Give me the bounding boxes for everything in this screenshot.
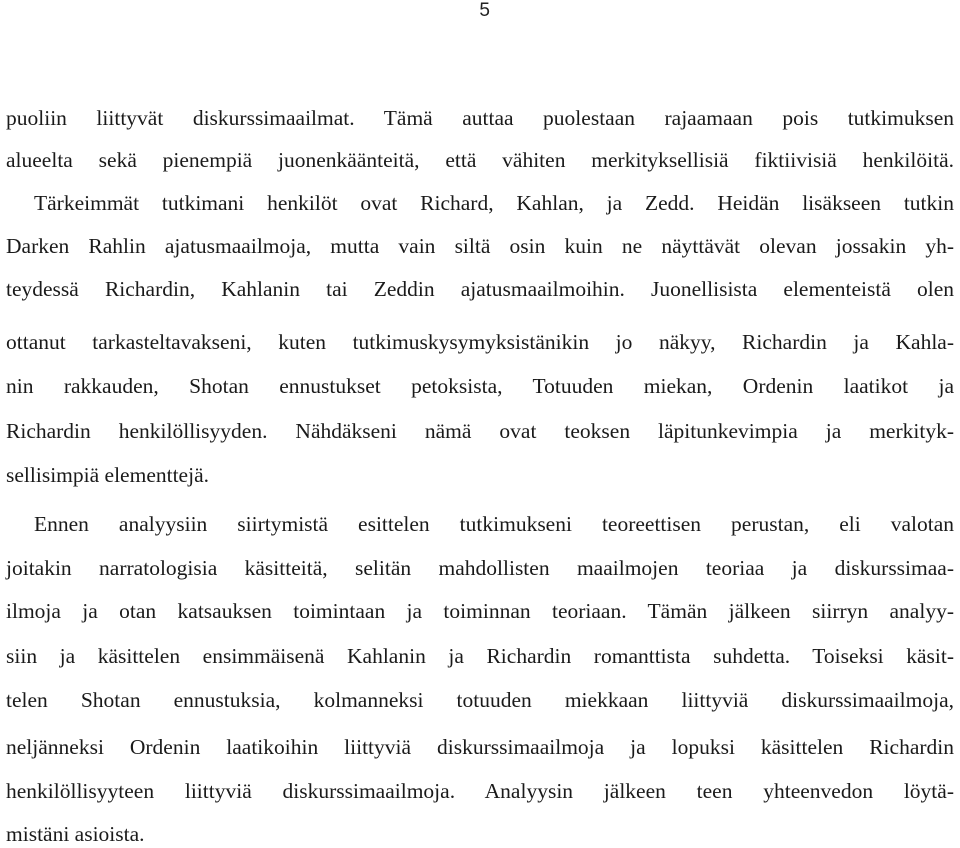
text-line: teydessä Richardin, Kahlanin tai Zeddin ajatusmaailmoihin. Juonellisista elementeistä olen: [6, 277, 954, 301]
text-line: Richardin henkilöllisyyden. Nähdäkseni nämä ovat teoksen läpitunkevimpia ja merkityk-: [6, 419, 954, 443]
text-line: Tärkeimmät tutkimani henkilöt ovat Richard, Kahlan, ja Zedd. Heidän lisäkseen tutkin: [34, 191, 954, 215]
text-line: joitakin narratologisia käsitteitä, selitän mahdollisten maailmojen teoriaa ja diskurssimaa-: [6, 556, 954, 580]
text-line: ilmoja ja otan katsauksen toimintaan ja toiminnan teoriaan. Tämän jälkeen siirryn analyy-: [6, 599, 954, 623]
text-line: Darken Rahlin ajatusmaailmoja, mutta vain siltä osin kuin ne näyttävät olevan jossakin yh-: [6, 234, 954, 258]
text-line: mistäni asioista.: [6, 822, 145, 846]
text-line: telen Shotan ennustuksia, kolmanneksi totuuden miekkaan liittyviä diskurssimaailmoja,: [6, 688, 954, 712]
text-line: sellisimpiä elementtejä.: [6, 463, 209, 487]
text-line: puoliin liittyvät diskurssimaailmat. Tämä auttaa puolestaan rajaamaan pois tutkimuksen: [6, 106, 954, 130]
text-line: ottanut tarkasteltavakseni, kuten tutkimuskysymyksistänikin jo näkyy, Richardin ja Kahla-: [6, 330, 954, 354]
page-number: 5: [479, 0, 490, 21]
text-line: neljänneksi Ordenin laatikoihin liittyviä diskurssimaailmoja ja lopuksi käsittelen Richardin: [6, 735, 954, 759]
text-line: Ennen analyysiin siirtymistä esittelen tutkimukseni teoreettisen perustan, eli valotan: [34, 512, 954, 536]
text-line: nin rakkauden, Shotan ennustukset petoksista, Totuuden miekan, Ordenin laatikot ja: [6, 374, 954, 398]
text-line: alueelta sekä pienempiä juonenkäänteitä, että vähiten merkityksellisiä fiktiivisiä henkilöitä.: [6, 148, 954, 172]
text-line: siin ja käsittelen ensimmäisenä Kahlanin ja Richardin romanttista suhdetta. Toiseksi käsit-: [6, 644, 954, 668]
text-line: henkilöllisyyteen liittyviä diskurssimaailmoja. Analyysin jälkeen teen yhteenvedon löytä-: [6, 779, 954, 803]
